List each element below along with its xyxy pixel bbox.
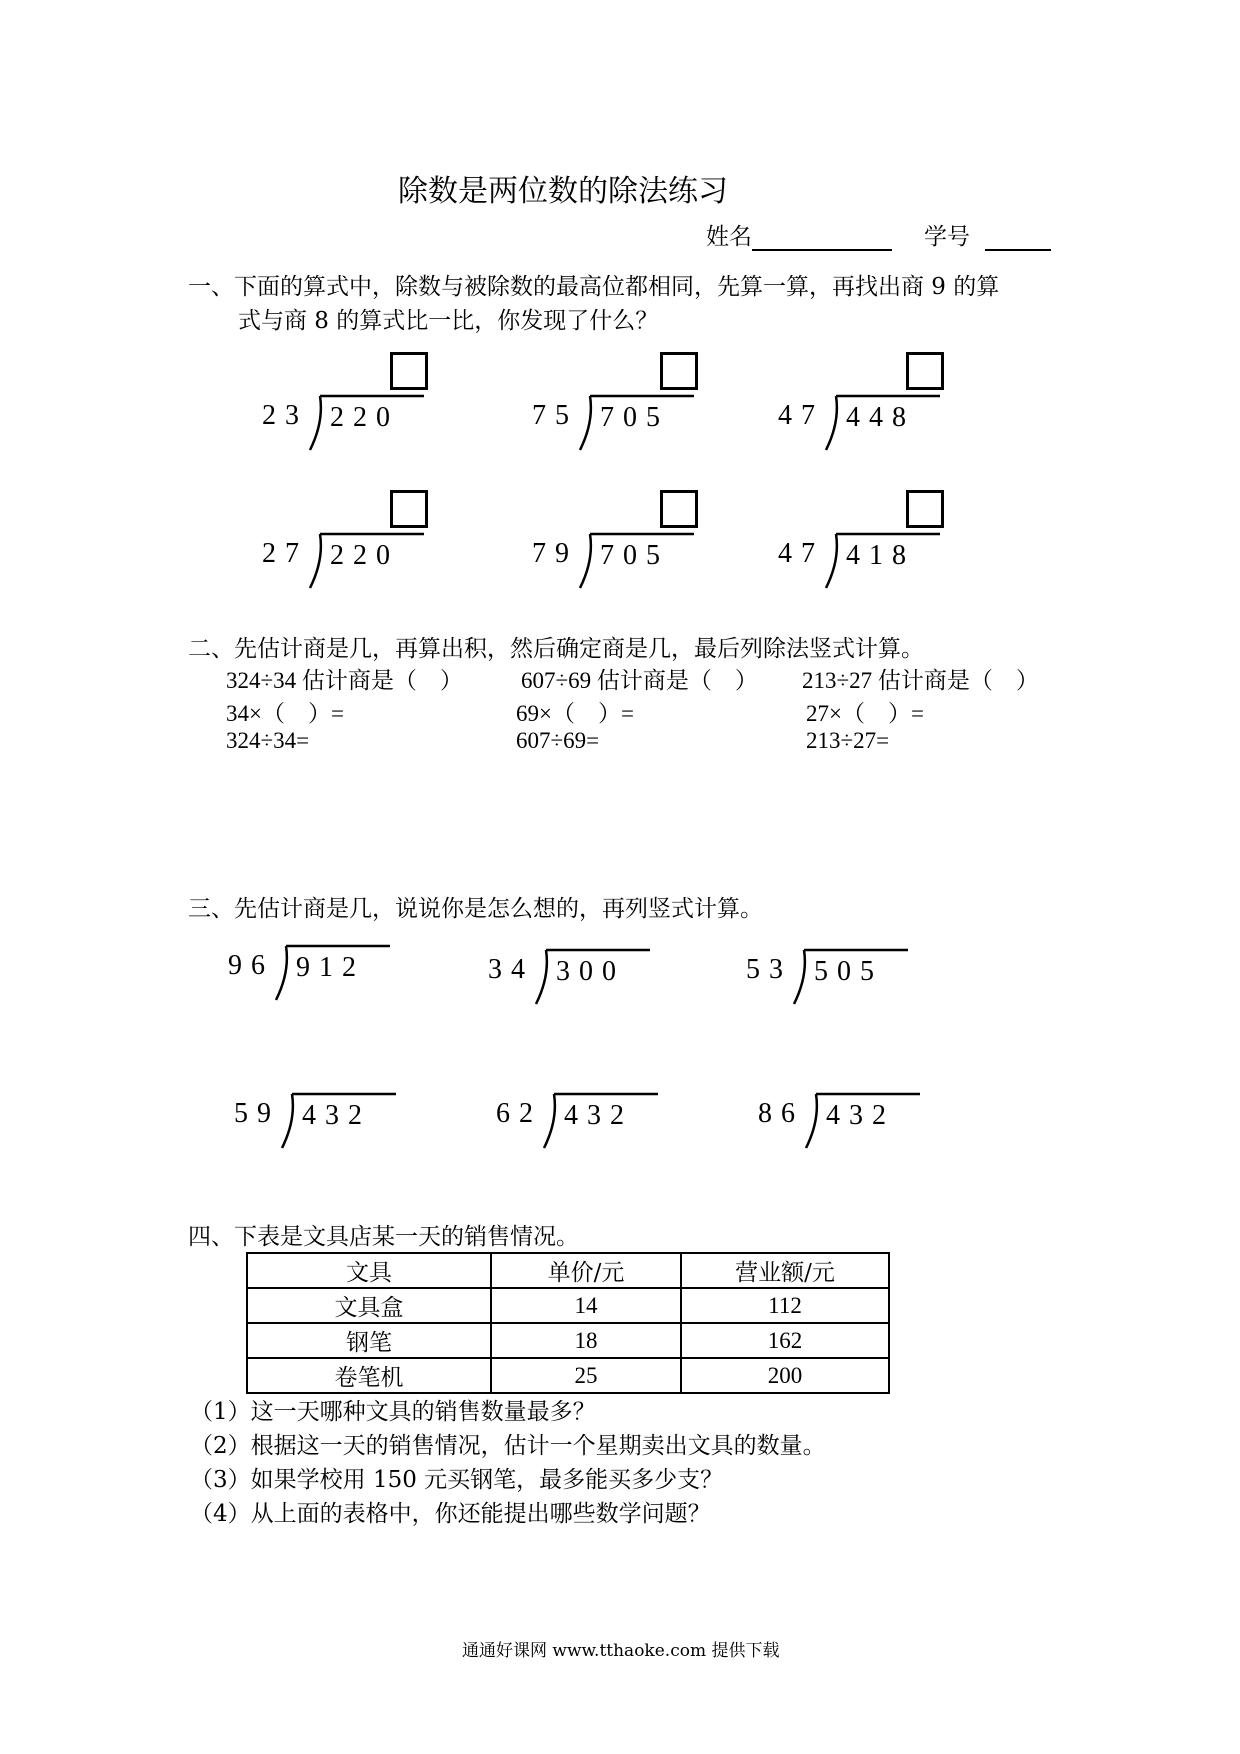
dividend: 432 [302,1100,371,1131]
question-3: （3）如果学校用 150 元买钢笔，最多能买多少支？ [190,1467,724,1493]
table-row [247,1358,889,1393]
section1-instruction-line2: 式与商 8 的算式比一比，你发现了什么？ [238,308,659,334]
id-blank[interactable] [985,225,1051,251]
cell-revenue: 112 [681,1288,889,1323]
sales-table [246,1252,890,1394]
long-division-problem [532,490,722,600]
divisor: 96 [228,950,274,981]
divisor: 23 [262,400,308,431]
product-3: 27×（ ）= [806,701,924,726]
product-2: 69×（ ）= [516,701,634,726]
product-1: 34×（ ）= [226,701,344,726]
cell-revenue: 162 [681,1323,889,1358]
divisor: 79 [532,538,578,569]
section3-instruction: 三、先估计商是几，说说你是怎么想的，再列竖式计算。 [188,896,763,922]
question-1: （1）这一天哪种文具的销售数量最多？ [190,1399,596,1425]
cell-item: 文具盒 [247,1288,491,1323]
header-revenue: 营业额/元 [681,1253,889,1288]
divisor: 27 [262,538,308,569]
name-label: 姓名 [706,224,752,250]
estimate-2: 607÷69 估计商是（ ） [521,668,758,693]
long-division-problem [778,352,968,462]
section1-instruction-line1: 一、下面的算式中，除数与被除数的最高位都相同，先算一算，再找出商 9 的算 [188,274,1000,300]
dividend: 418 [846,540,915,571]
page-title: 除数是两位数的除法练习 [398,174,728,209]
question-2: （2）根据这一天的销售情况，估计一个星期卖出文具的数量。 [190,1433,826,1459]
question-4: （4）从上面的表格中，你还能提出哪些数学问题？ [190,1501,711,1527]
divisor: 47 [778,538,824,569]
header-item: 文具 [247,1253,491,1288]
table-header-row [247,1253,889,1288]
dividend: 705 [600,402,669,433]
long-division-problem [488,946,678,1056]
long-division-problem [234,1090,424,1200]
estimate-3: 213÷27 估计商是（ ） [802,668,1039,693]
divisor: 86 [758,1098,804,1129]
divisor: 62 [496,1098,542,1129]
section4-instruction: 四、下表是文具店某一天的销售情况。 [188,1224,579,1250]
cell-unit-price: 14 [491,1288,681,1323]
long-division-problem [758,1090,948,1200]
footer-text: 通通好课网 www.tthaoke.com 提供下载 [462,1641,780,1661]
divisor: 47 [778,400,824,431]
section2-instruction: 二、先估计商是几，再算出积，然后确定商是几，最后列除法竖式计算。 [188,636,924,662]
id-label: 学号 [924,224,970,250]
table-row [247,1288,889,1323]
estimate-1: 324÷34 估计商是（ ） [226,668,463,693]
long-division-problem [262,490,452,600]
dividend: 220 [330,540,399,571]
id-field [924,218,1051,251]
dividend: 912 [296,952,365,983]
dividend: 505 [814,956,883,987]
divisor: 53 [746,954,792,985]
name-blank[interactable] [752,225,892,251]
dividend: 220 [330,402,399,433]
dividend: 705 [600,540,669,571]
dividend: 432 [564,1100,633,1131]
long-division-problem [496,1090,686,1200]
header-unit-price: 单价/元 [491,1253,681,1288]
divisor: 59 [234,1098,280,1129]
long-division-problem [262,352,452,462]
equation-3: 213÷27= [806,728,890,753]
dividend: 300 [556,956,625,987]
divisor: 34 [488,954,534,985]
cell-item: 卷笔机 [247,1358,491,1393]
long-division-problem [228,942,418,1052]
name-field [706,218,892,251]
cell-item: 钢笔 [247,1323,491,1358]
equation-1: 324÷34= [226,728,310,753]
equation-2: 607÷69= [516,728,600,753]
long-division-problem [532,352,722,462]
long-division-problem [746,946,936,1056]
long-division-problem [778,490,968,600]
table-row [247,1323,889,1358]
divisor: 75 [532,400,578,431]
cell-unit-price: 18 [491,1323,681,1358]
dividend: 448 [846,402,915,433]
cell-revenue: 200 [681,1358,889,1393]
dividend: 432 [826,1100,895,1131]
cell-unit-price: 25 [491,1358,681,1393]
